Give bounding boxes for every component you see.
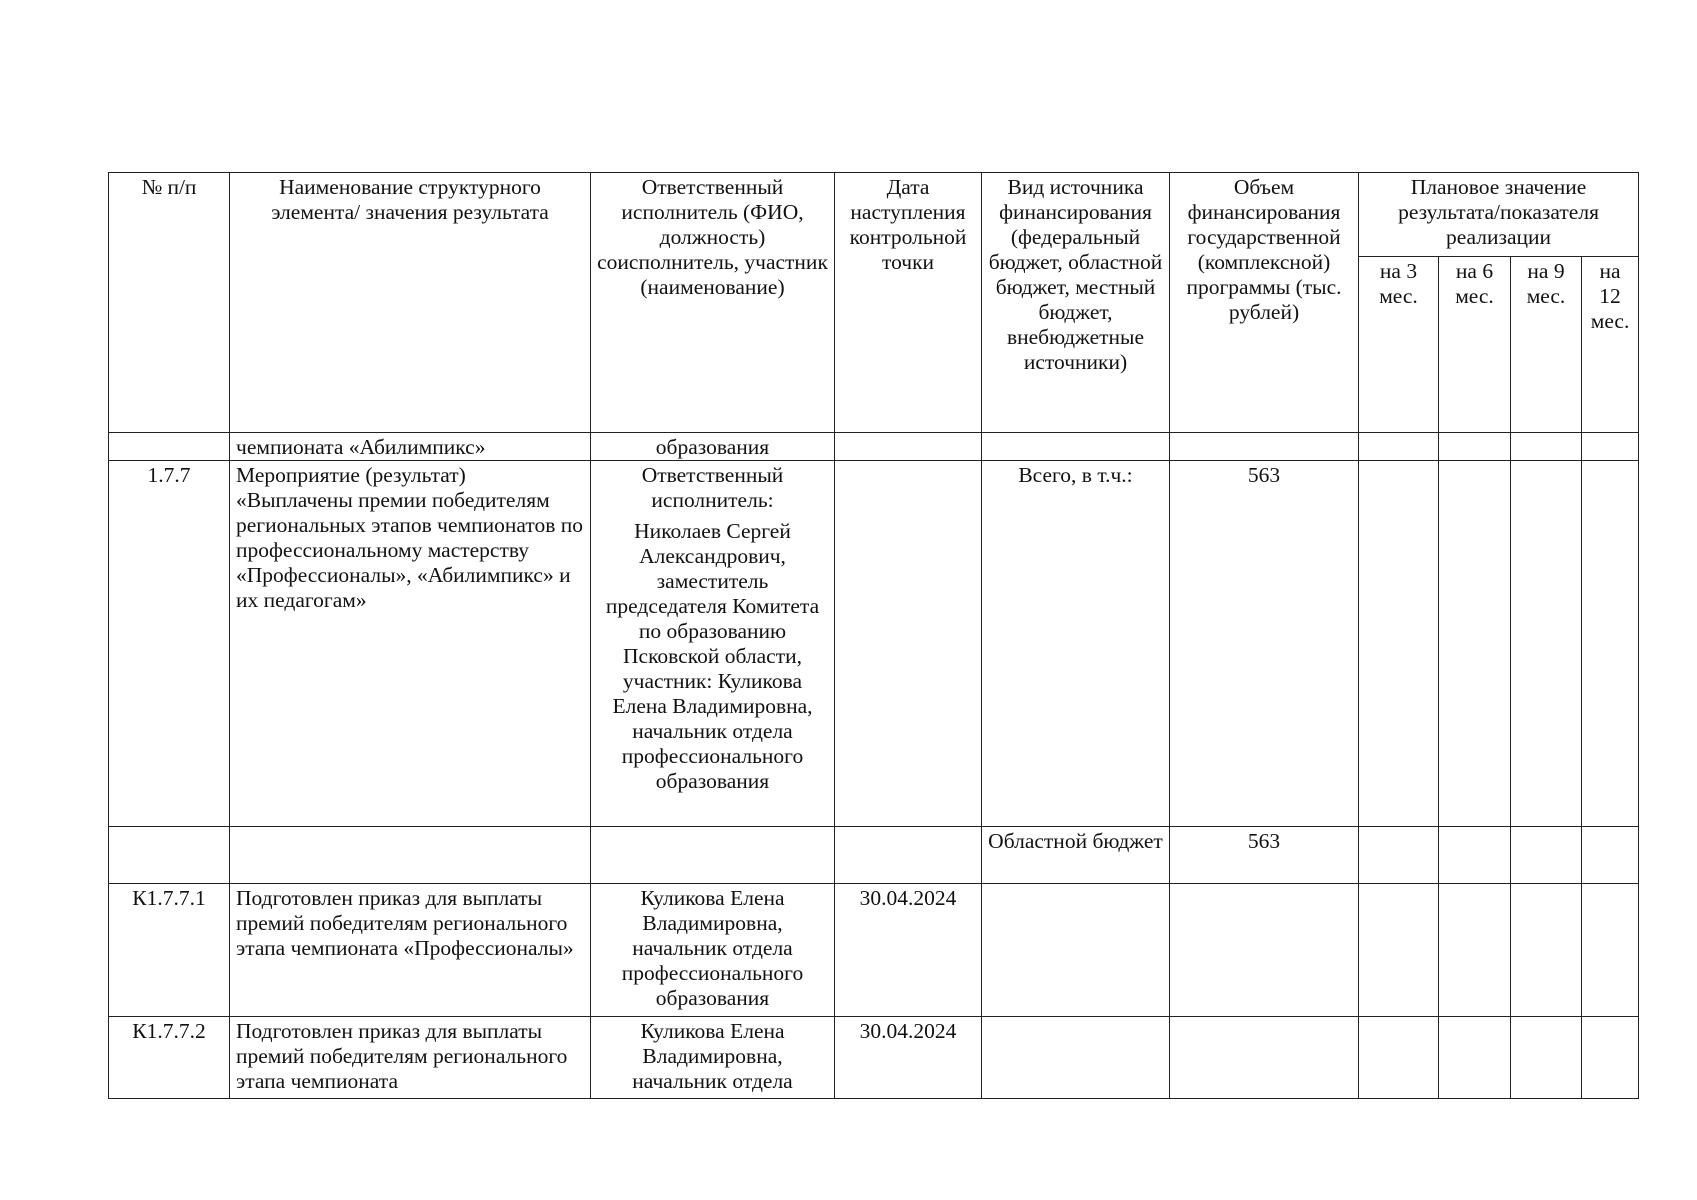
cell-source: Областной бюджет [982, 827, 1170, 884]
cell-num: К1.7.7.2 [109, 1017, 230, 1099]
table-row-k1-7-7-2 [109, 1017, 1639, 1099]
cell-12m [1582, 461, 1639, 827]
cell-12m [1582, 433, 1639, 461]
cell-date: 30.04.2024 [835, 884, 982, 1017]
cell-responsible [591, 461, 835, 827]
cell-volume: 563 [1170, 827, 1359, 884]
cell-source: Всего, в т.ч.: [982, 461, 1170, 827]
header-planned: Плановое значение результата/показателя реализации [1359, 173, 1639, 257]
cell-9m [1511, 433, 1582, 461]
header-source: Вид источника финансирования (федеральный бюджет, областной бюджет, местный бюджет, внебюджетные источники) [982, 173, 1170, 433]
cell-date [835, 461, 982, 827]
cell-responsible: образования [591, 433, 835, 461]
responsible-body: Николаев Сергей Александрович, заместитель председателя Комитета по образованию Псковской области, участник: Куликова Елена Владимировна, начальник отдела профессионального образования [605, 519, 820, 793]
cell-responsible [591, 827, 835, 884]
cell-name: Подготовлен приказ для выплаты премий победителям регионального этапа чемпионата «Профессионалы» [230, 884, 591, 1017]
cell-volume [1170, 1017, 1359, 1099]
cell-6m [1439, 433, 1511, 461]
cell-3m [1359, 1017, 1439, 1099]
cell-6m [1439, 884, 1511, 1017]
cell-date [835, 827, 982, 884]
cell-12m [1582, 884, 1639, 1017]
cell-source [982, 884, 1170, 1017]
table-row-continuation [109, 433, 1639, 461]
table-row-1-7-7 [109, 461, 1639, 827]
cell-6m [1439, 1017, 1511, 1099]
header-9-months: на 9 мес. [1511, 257, 1582, 433]
header-row-1 [109, 173, 1639, 257]
plan-table [108, 172, 1639, 1099]
cell-6m [1439, 461, 1511, 827]
cell-9m [1511, 884, 1582, 1017]
cell-name: Подготовлен приказ для выплаты премий победителям регионального этапа чемпионата [230, 1017, 591, 1099]
cell-name: чемпионата «Абилимпикс» [230, 433, 591, 461]
cell-3m [1359, 433, 1439, 461]
cell-num: К1.7.7.1 [109, 884, 230, 1017]
cell-responsible: Куликова Елена Владимировна, начальник отдела профессионального образования [591, 884, 835, 1017]
cell-responsible: Куликова Елена Владимировна, начальник отдела [591, 1017, 835, 1099]
cell-3m [1359, 884, 1439, 1017]
cell-num [109, 433, 230, 461]
cell-3m [1359, 827, 1439, 884]
cell-9m [1511, 461, 1582, 827]
cell-source [982, 1017, 1170, 1099]
cell-12m [1582, 827, 1639, 884]
cell-name: Мероприятие (результат) «Выплачены премии победителям региональных этапов чемпионатов по профессиональному мастерству «Профессионалы», «Абилимпикс» и их педагогам» [230, 461, 591, 827]
cell-12m [1582, 1017, 1639, 1099]
cell-num: 1.7.7 [109, 461, 230, 827]
header-volume: Объем финансирования государственной (комплексной) программы (тыс. рублей) [1170, 173, 1359, 433]
header-num: № п/п [109, 173, 230, 433]
cell-source [982, 433, 1170, 461]
header-3-months: на 3 мес. [1359, 257, 1439, 433]
cell-date: 30.04.2024 [835, 1017, 982, 1099]
header-name: Наименование структурного элемента/ значения результата [230, 173, 591, 433]
cell-date [835, 433, 982, 461]
header-responsible: Ответственный исполнитель (ФИО, должность) соисполнитель, участник (наименование) [591, 173, 835, 433]
header-date: Дата наступления контрольной точки [835, 173, 982, 433]
cell-6m [1439, 827, 1511, 884]
cell-name [230, 827, 591, 884]
cell-9m [1511, 1017, 1582, 1099]
cell-9m [1511, 827, 1582, 884]
header-12-months: на 12 мес. [1582, 257, 1639, 433]
responsible-role: Ответственный исполнитель: [641, 463, 784, 512]
cell-volume [1170, 884, 1359, 1017]
header-6-months: на 6 мес. [1439, 257, 1511, 433]
table-row-k1-7-7-1 [109, 884, 1639, 1017]
cell-volume [1170, 433, 1359, 461]
cell-num [109, 827, 230, 884]
cell-volume: 563 [1170, 461, 1359, 827]
cell-3m [1359, 461, 1439, 827]
table-row-regional-budget [109, 827, 1639, 884]
